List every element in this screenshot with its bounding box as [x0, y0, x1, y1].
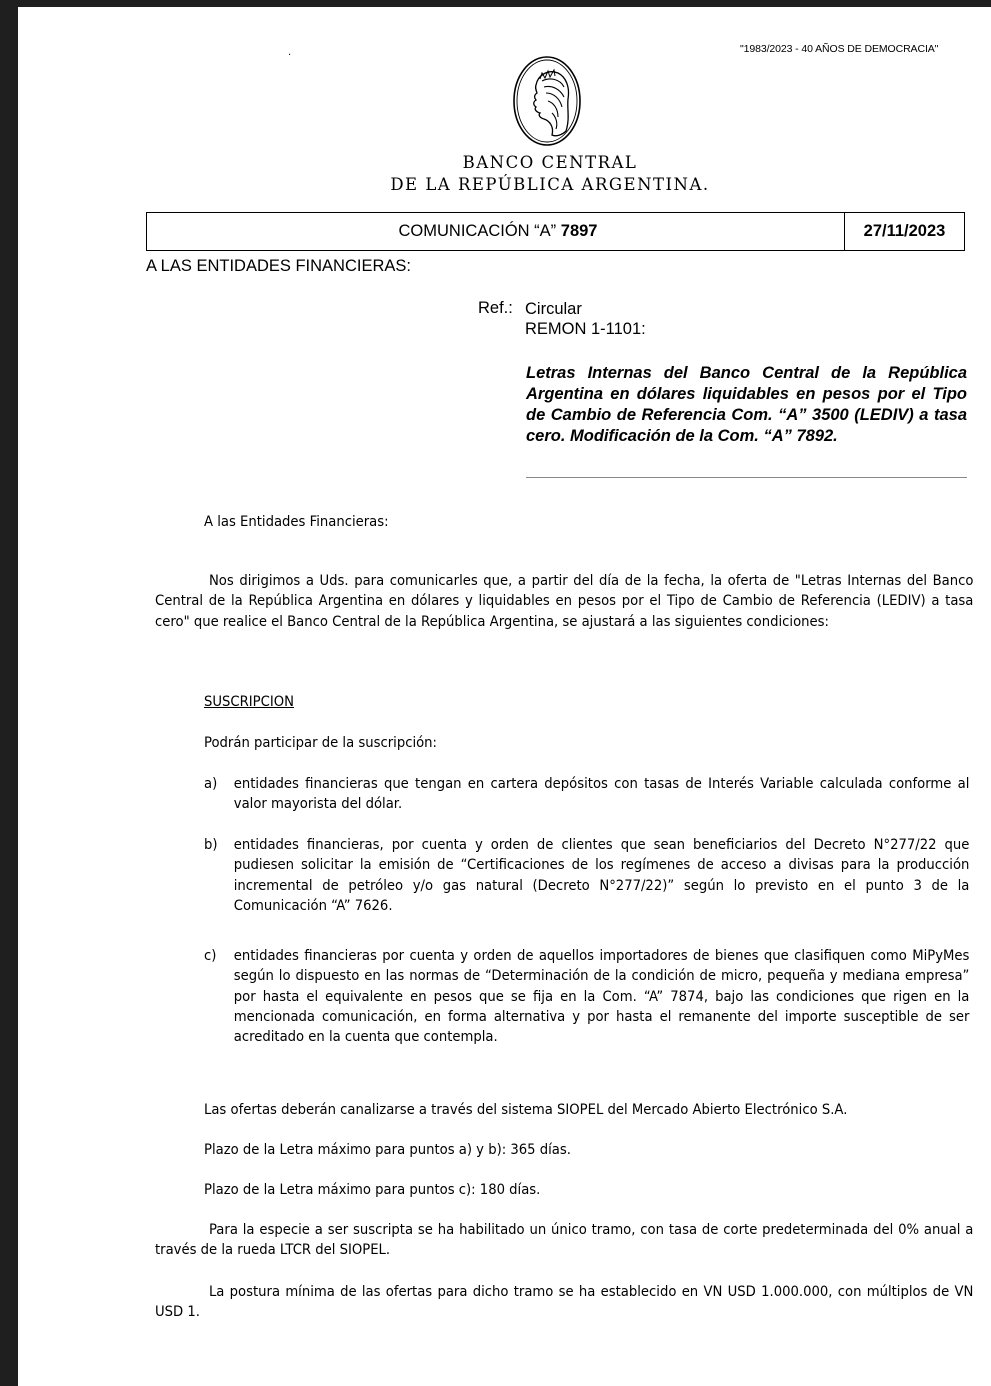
communication-box	[146, 212, 965, 251]
bank-name-line1: BANCO CENTRAL	[462, 153, 638, 172]
list-item-text: entidades financieras por cuenta y orden de aquellos importadores de bienes que clasifiquen como MiPyMes según lo dispuesto en las normas de “Determinación de la condición de micro, pequeña y mediana empresa” por hasta el equivalente en pesos que se fija en la Com. “A” 7874, bajo las condiciones que rigen en la mencionada comunicación, en forma alternativa y por hasta el remanente del importe susceptible de ser acreditado en la cuenta que contempla.	[233, 948, 970, 1046]
reference-line2: REMON 1-1101:	[525, 320, 646, 338]
intro-paragraph	[155, 571, 973, 632]
reference-value	[525, 299, 646, 339]
siopel-line: Las ofertas deberán canalizarse a través del sistema SIOPEL del Mercado Abierto Electrónico S.A.	[204, 1102, 848, 1118]
communication-prefix: COMUNICACIÓN “A”	[398, 222, 557, 240]
tranche-paragraph-text: Para la especie a ser suscripta se ha habilitado un único tramo, con tasa de corte predeterminada del 0% anual a través de la rueda LTCR del SIOPEL.	[155, 1222, 974, 1259]
list-item	[204, 835, 969, 916]
subject-divider	[526, 477, 967, 478]
list-marker: a)	[204, 776, 218, 792]
term-c-line: Plazo de la Letra máximo para puntos c): 180 días.	[204, 1182, 541, 1198]
list-item	[204, 946, 969, 1047]
list-item-text: entidades financieras, por cuenta y orden de clientes que sean beneficiarios del Decreto N°277/22 que pudiesen solicitar la emisión de “Certificaciones de los regímenes de acceso a divisas para la producción incremental de petróleo y/o gas natural (Decreto N°277/22)” según lo previsto en el punto 3 de la Comunicación “A” 7626.	[233, 837, 970, 914]
bcra-effigy-logo-icon	[512, 55, 582, 147]
document-page	[18, 7, 991, 1386]
bank-name-line2: DE LA REPÚBLICA ARGENTINA.	[390, 175, 710, 194]
reference-line1: Circular	[525, 300, 582, 318]
addressee: A LAS ENTIDADES FINANCIERAS:	[146, 257, 411, 275]
minimum-bid-paragraph	[155, 1282, 973, 1323]
reference-label: Ref.:	[478, 299, 513, 317]
tranche-paragraph	[155, 1220, 973, 1261]
participants-intro: Podrán participar de la suscripción:	[204, 735, 437, 751]
list-marker: c)	[204, 948, 217, 964]
list-marker: b)	[204, 837, 218, 853]
term-ab-line: Plazo de la Letra máximo para puntos a) y b): 365 días.	[204, 1142, 571, 1158]
list-item-text: entidades financieras que tengan en cartera depósitos con tasas de Interés Variable calculada conforme al valor mayorista del dólar.	[233, 776, 970, 813]
salutation: A las Entidades Financieras:	[204, 514, 389, 530]
intro-paragraph-text: Nos dirigimos a Uds. para comunicarles que, a partir del día de la fecha, la oferta de "Letras Internas del Banco Central de la República Argentina en dólares y liquidables en pesos por el Tipo de Cambio de Referencia (LEDIV) a tasa cero" que realice el Banco Central de la República Argentina, se ajustará a las siguientes condiciones:	[155, 573, 974, 630]
communication-number: 7897	[560, 222, 598, 240]
communication-date: 27/11/2023	[844, 213, 964, 250]
minimum-bid-paragraph-text: La postura mínima de las ofertas para dicho tramo se ha establecido en VN USD 1.000.000, con múltiplos de VN USD 1.	[155, 1284, 974, 1321]
communication-title	[147, 213, 844, 250]
header-motto: "1983/2023 - 40 AÑOS DE DEMOCRACIA"	[740, 43, 939, 55]
section-title: SUSCRIPCION	[204, 694, 295, 710]
stray-dot: .	[288, 47, 292, 58]
reference-subject: Letras Internas del Banco Central de la República Argentina en dólares liquidables en pesos por el Tipo de Cambio de Referencia Com. “A” 3500 (LEDIV) a tasa cero. Modificación de la Com. “A” 7892.	[526, 364, 967, 445]
list-item	[204, 774, 969, 815]
